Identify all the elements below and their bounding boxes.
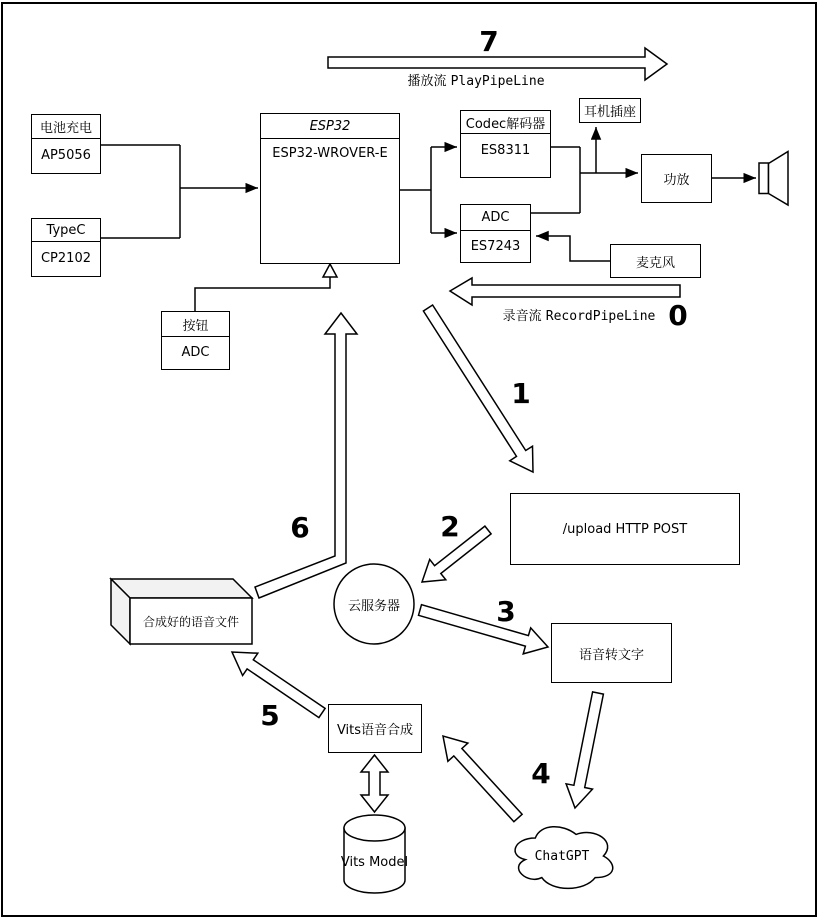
chatgpt-label: ChatGPT [534, 848, 590, 864]
codec-title: Codec解码器 [461, 111, 550, 134]
adc-box [460, 204, 531, 263]
upload-endpoint-box: /upload HTTP POST [510, 493, 740, 565]
microphone-box: 麦克风 [610, 244, 701, 278]
esp32-branch-connector [400, 147, 431, 233]
battery-title: 电池充电 [32, 115, 100, 139]
record-pipeline-arrow [450, 278, 680, 305]
vits-model-double-arrow [361, 755, 388, 812]
step-1-number: 1 [511, 377, 531, 410]
step-3-arrow [419, 605, 549, 654]
button-title: 按钮 [162, 312, 229, 337]
cloud-server-label: 云服务器 [347, 598, 400, 614]
headphone-jack-box: 耳机插座 [579, 98, 641, 123]
button-connector-hollow-arrowhead [323, 264, 337, 277]
esp32-chip: ESP32-WROVER-E [272, 146, 388, 161]
vits-model-label: Vits Model [340, 854, 409, 870]
codec-chip: ES8311 [480, 142, 531, 158]
typec-title: TypeC [32, 219, 100, 242]
battery-chip: AP5056 [41, 148, 91, 163]
step-3-number: 3 [496, 595, 516, 628]
step-6-arrow [255, 313, 357, 598]
typec-box [31, 218, 101, 277]
step-2-number: 2 [440, 510, 460, 543]
vits-tts-box: Vits语音合成 [328, 704, 422, 753]
power-merge-connector [101, 145, 180, 238]
typec-chip: CP2102 [40, 251, 91, 266]
microphone-to-adc-connector [536, 236, 610, 261]
step-4-number: 4 [531, 757, 551, 790]
adc-title: ADC [461, 205, 530, 231]
amplifier-box: 功放 [641, 154, 712, 203]
step-6-number: 6 [290, 511, 310, 544]
step-5-number: 5 [260, 699, 280, 732]
record-pipeline-label: 录音流 RecordPipeLine [502, 309, 656, 324]
button-chip: ADC [181, 345, 210, 360]
chatgpt-to-vits-arrow [443, 736, 522, 822]
battery-box [31, 114, 101, 174]
button-adc-box [161, 311, 230, 370]
speech-to-text-box: 语音转文字 [551, 623, 672, 683]
esp32-box [260, 113, 400, 264]
speaker-icon [759, 152, 788, 206]
play-pipeline-number: 7 [479, 25, 499, 58]
adc-chip: ES7243 [470, 238, 521, 254]
step-4-arrow [566, 692, 603, 808]
record-pipeline-number: 0 [668, 299, 688, 332]
play-pipeline-label: 播放流 PlayPipeLine [407, 74, 545, 89]
codec-box [460, 110, 551, 178]
button-to-esp32-connector [195, 277, 330, 311]
audio-file-label: 合成好的语音文件 [142, 614, 239, 629]
esp32-title: ESP32 [261, 114, 399, 139]
